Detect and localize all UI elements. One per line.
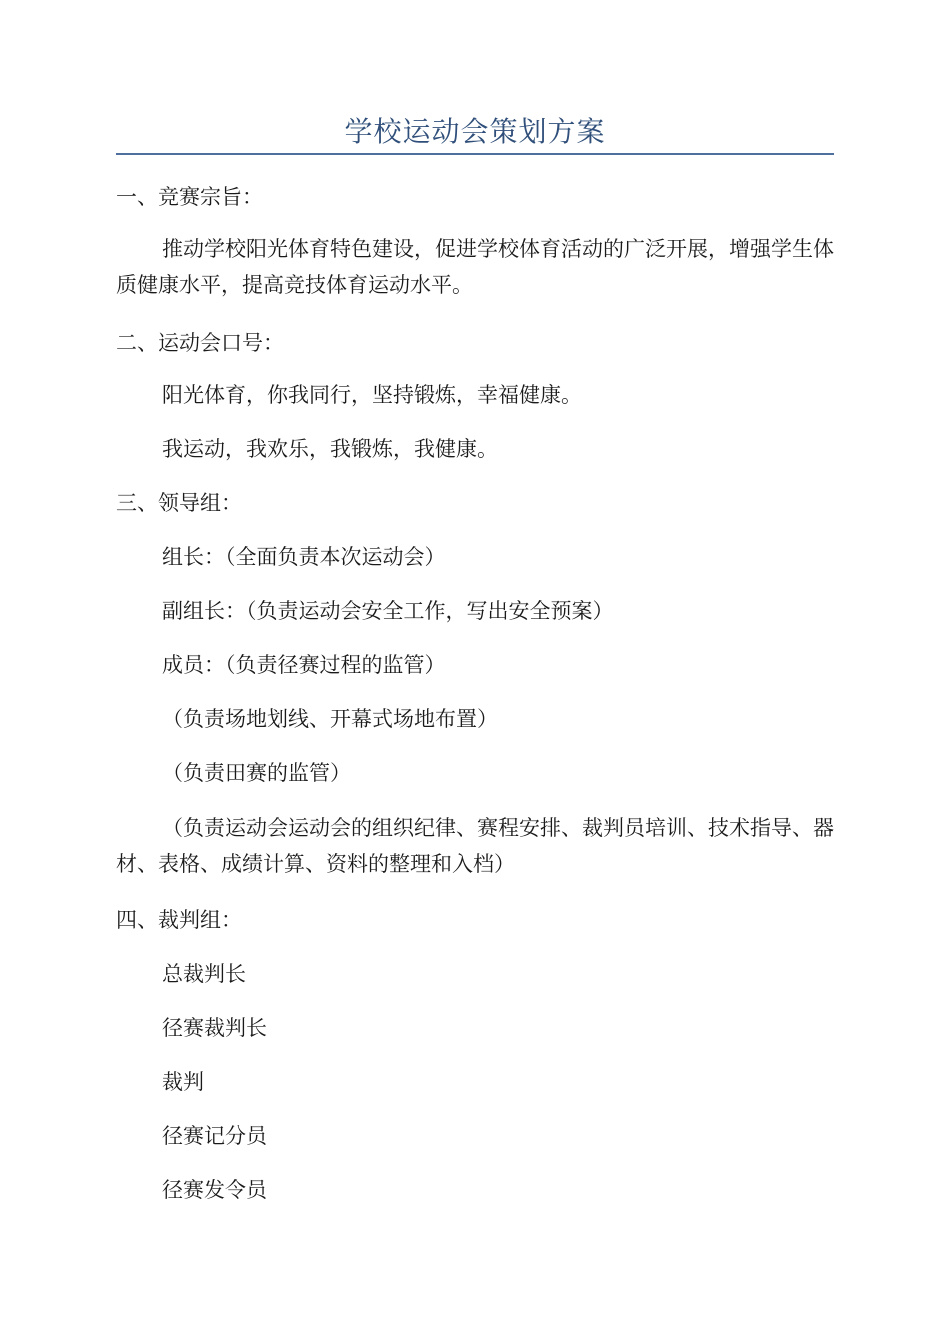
member-track-line: （负责田赛的监管） xyxy=(162,761,351,785)
referee-line: 裁判 xyxy=(162,1070,204,1094)
chief-referee-line: 总裁判长 xyxy=(162,962,246,986)
section-heading-purpose: 一、竞赛宗旨： xyxy=(116,185,263,209)
deputy-leader-line: 副组长：（负责运动会安全工作，写出安全预案） xyxy=(162,599,614,623)
title-underline xyxy=(116,153,834,155)
member-field-line: （负责场地划线、开幕式场地布置） xyxy=(162,707,498,731)
section-heading-slogan: 二、运动会口号： xyxy=(116,331,284,355)
document-title: 学校运动会策划方案 xyxy=(344,115,606,148)
track-chief-referee-line: 径赛裁判长 xyxy=(162,1016,267,1040)
members-line: 成员：（负责径赛过程的监管） xyxy=(162,653,446,677)
member-organization-paragraph: （负责运动会运动会的组织纪律、赛程安排、裁判员培训、技术指导、器材、表格、成绩计算、资料的整理和入档） xyxy=(116,816,834,876)
slogan-line-1: 阳光体育，你我同行，坚持锻炼，幸福健康。 xyxy=(162,383,582,407)
slogan-line-2: 我运动，我欢乐，我锻炼，我健康。 xyxy=(162,437,498,461)
track-scorer-line: 径赛记分员 xyxy=(162,1124,267,1148)
section-heading-referees: 四、裁判组： xyxy=(116,908,242,932)
section-heading-leadership: 三、领导组： xyxy=(116,491,242,515)
purpose-paragraph: 推动学校阳光体育特色建设，促进学校体育活动的广泛开展，增强学生体质健康水平，提高竞技体育运动水平。 xyxy=(116,237,834,297)
leader-line: 组长：（全面负责本次运动会） xyxy=(162,545,446,569)
track-starter-line: 径赛发令员 xyxy=(162,1178,267,1202)
